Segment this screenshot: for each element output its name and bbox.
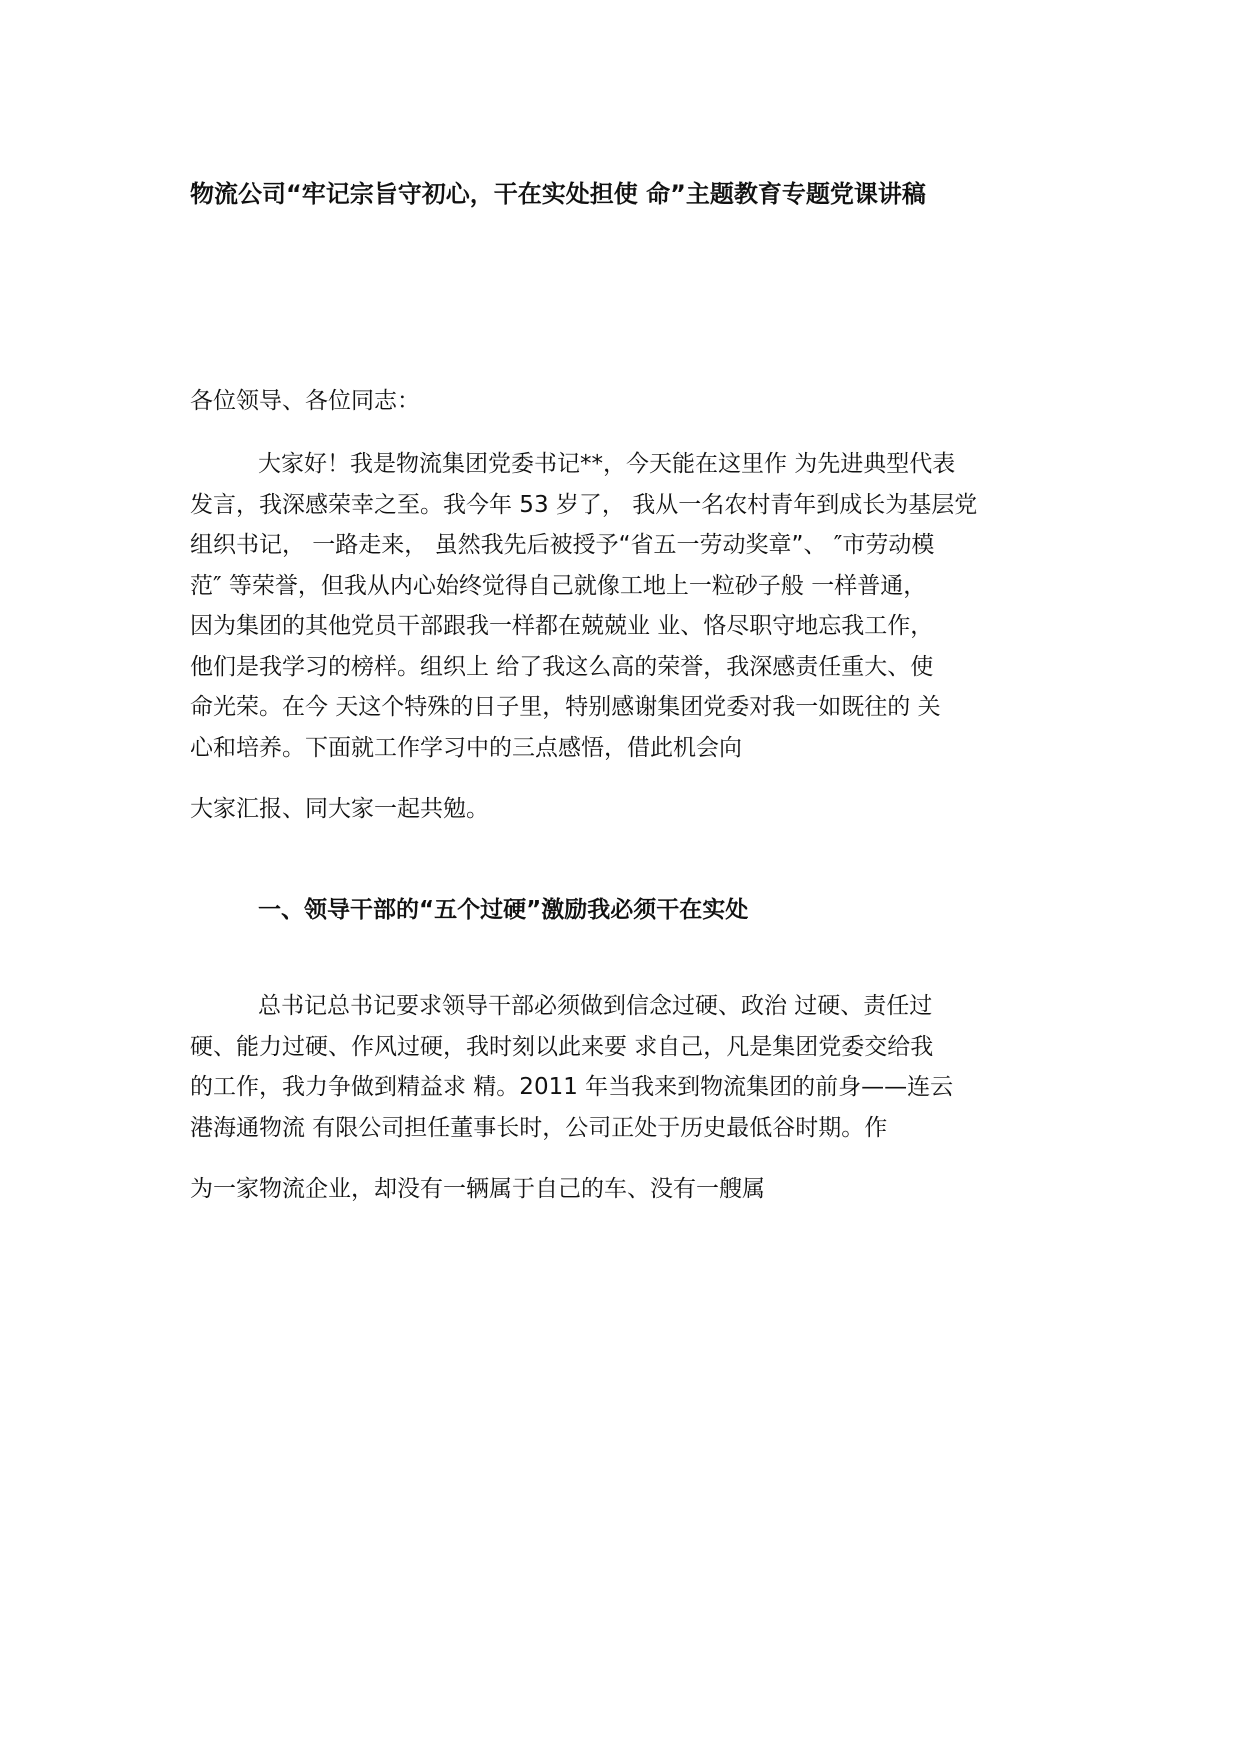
paragraph-line: 大家汇报、同大家一起共勉。 xyxy=(190,796,489,822)
section-heading-1: 一、领导干部的“五个过硬”激励我必须干在实处 xyxy=(258,897,749,923)
paragraph-intro-tail xyxy=(190,789,1060,830)
paragraph-line: 命光荣。在今 天这个特殊的日子里，特别感谢集团党委对我一如既往的 关 xyxy=(190,694,941,720)
salutation: 各位领导、各位同志： xyxy=(190,388,420,414)
paragraph-line: 发言，我深感荣幸之至。我今年 53 岁了， 我从一名农村青年到成长为基层党 xyxy=(190,491,978,518)
paragraph-intro xyxy=(190,444,1060,768)
paragraph-line: 组织书记， 一路走来， 虽然我先后被授予“省五一劳动奖章”、 ″市劳动模 xyxy=(190,532,935,558)
paragraph-line: 总书记总书记要求领导干部必须做到信念过硬、政治 过硬、责任过 xyxy=(258,993,933,1019)
paragraph-section-1 xyxy=(190,986,1060,1148)
paragraph-line: 心和培养。下面就工作学习中的三点感悟，借此机会向 xyxy=(190,734,742,761)
paragraph-line: 大家好！我是物流集团党委书记**，今天能在这里作 为先进典型代表 xyxy=(258,451,956,477)
paragraph-line: 的工作，我力争做到精益求 精。2011 年当我来到物流集团的前身——连云 xyxy=(190,1074,954,1100)
paragraph-line: 范″ 等荣誉，但我从内心始终觉得自己就像工地上一粒砂子般 一样普通， xyxy=(190,572,927,599)
paragraph-line: 他们是我学习的榜样。组织上 给了我这么高的荣誉，我深感责任重大、使 xyxy=(190,653,934,680)
paragraph-line: 港海通物流 有限公司担任董事长时，公司正处于历史最低谷时期。作 xyxy=(190,1114,888,1141)
paragraph-line: 为一家物流企业，却没有一辆属于自己的车、没有一艘属 xyxy=(190,1176,765,1202)
paragraph-line: 因为集团的其他党员干部跟我一样都在兢兢业 业、恪尽职守地忘我工作， xyxy=(190,613,934,639)
document-title: 物流公司“牢记宗旨守初心，干在实处担使 命”主题教育专题党课讲稿 xyxy=(190,180,926,208)
paragraph-section-1-tail xyxy=(190,1169,1060,1210)
paragraph-line: 硬、能力过硬、作风过硬，我时刻以此来要 求自己，凡是集团党委交给我 xyxy=(190,1033,934,1060)
